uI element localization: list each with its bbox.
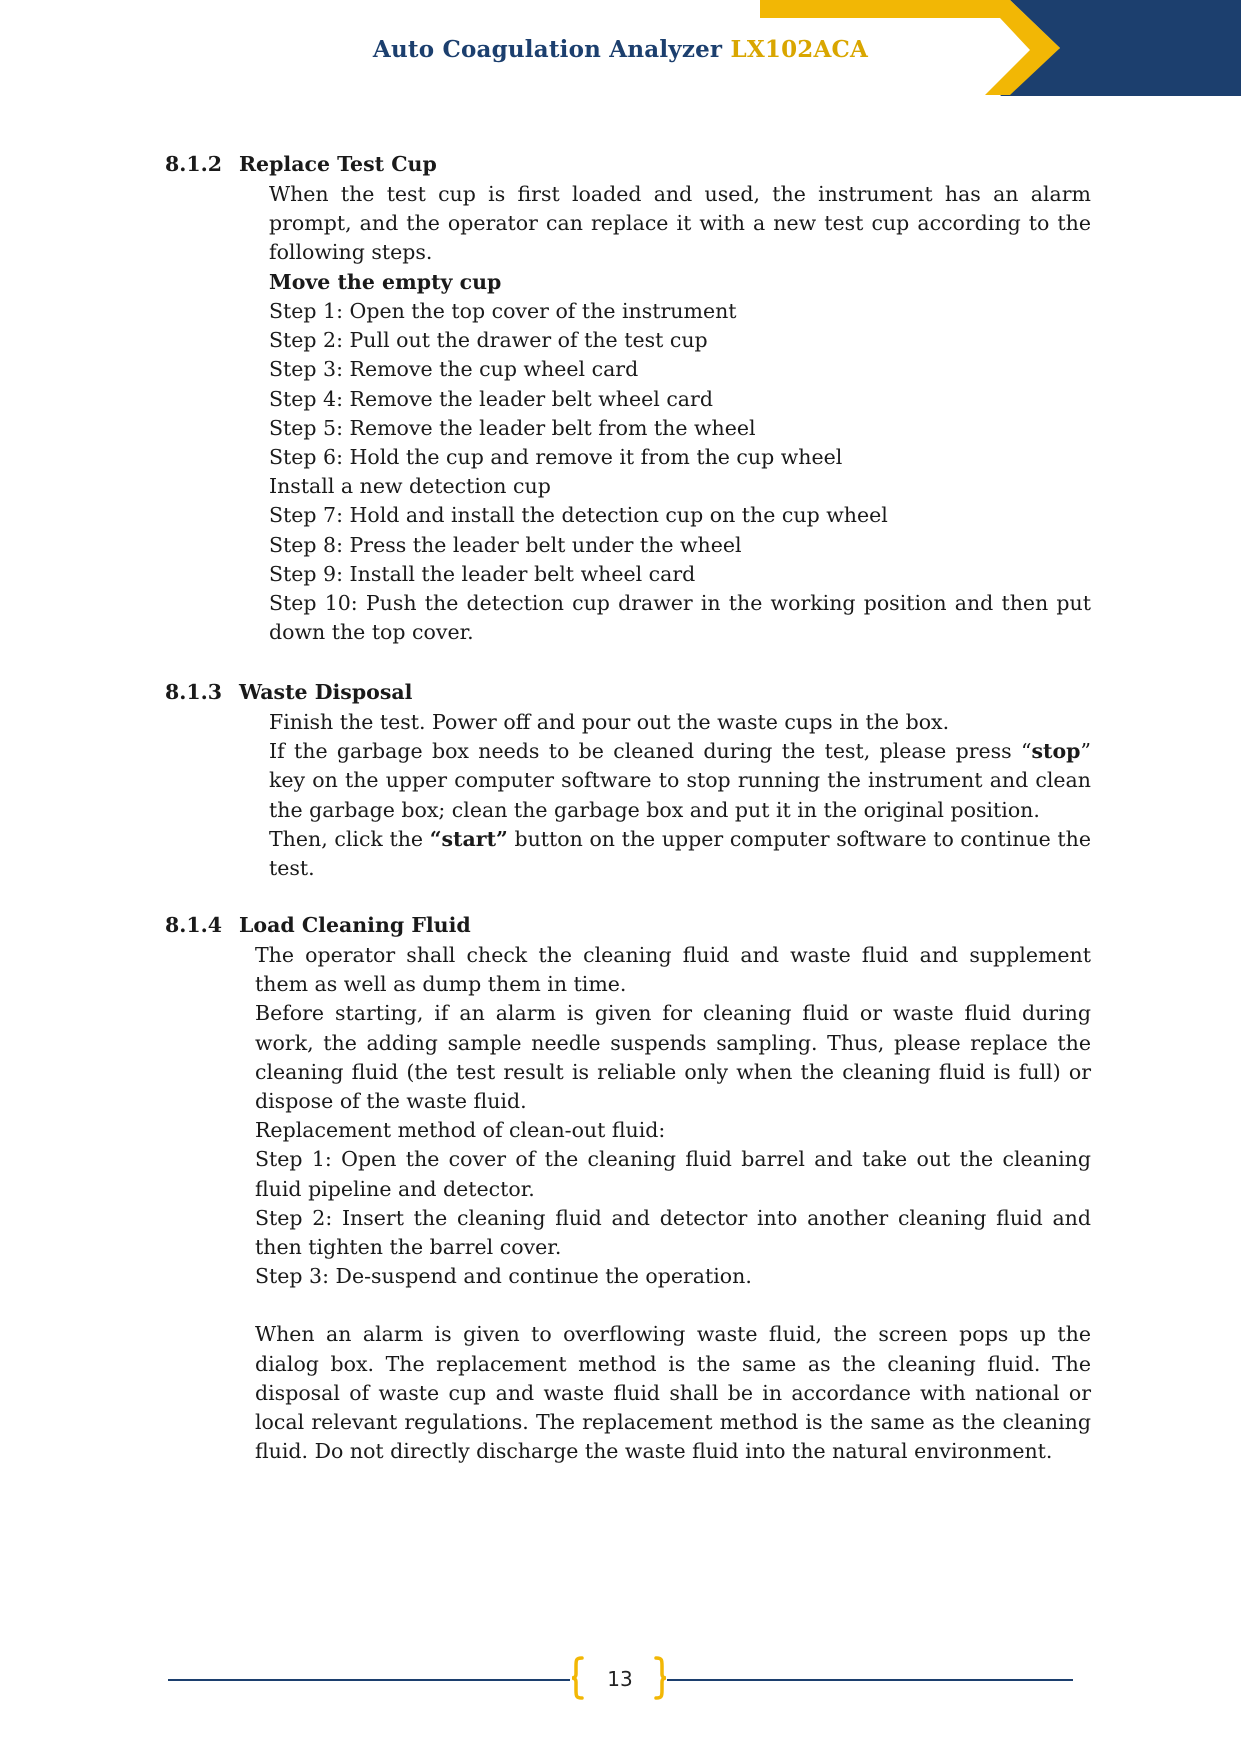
section-number: 8.1.2	[165, 152, 223, 176]
paragraph	[269, 825, 1091, 883]
cleaning-fluid-text	[255, 941, 1091, 1466]
paragraph-spacer	[255, 1291, 1091, 1320]
page-number: 13	[607, 1667, 633, 1691]
step-line: Step 1: Open the top cover of the instrument	[269, 299, 737, 323]
section-number: 8.1.4	[165, 913, 223, 937]
section-heading	[165, 678, 412, 707]
start-button-label: “start”	[429, 826, 508, 851]
paragraph: Finish the test. Power off and pour out the waste cups in the box.	[269, 710, 950, 734]
step-line: Step 5: Remove the leader belt from the wheel	[269, 415, 756, 440]
step-line: Step 6: Hold the cup and remove it from the cup wheel	[269, 445, 843, 470]
footer-rule-right	[667, 1679, 1073, 1681]
step-line: Step 8: Press the leader belt under the wheel	[269, 532, 742, 557]
section-title: Waste Disposal	[239, 680, 413, 704]
paragraph: When an alarm is given to overflowing waste fluid, the screen pops up the dialog box. The replacement method is the same as the cleaning fluid. The disposal of waste cup and waste fluid shall be in accordance with national or local relevant regulations. The replacement method is the same as the cleaning fluid. Do not directly discharge the waste fluid into the natural environment.	[255, 1322, 1091, 1464]
step-line: Install a new detection cup	[269, 474, 551, 499]
paragraph: The operator shall check the cleaning fluid and waste fluid and supplement them as well as dump them in time.	[255, 943, 1091, 997]
step-line: Step 9: Install the leader belt wheel card	[269, 561, 696, 586]
header-corner-decoration	[750, 0, 1241, 96]
section-title: Replace Test Cup	[239, 152, 437, 176]
text-run: Then, click the	[269, 826, 430, 851]
step-line: Step 4: Remove the leader belt wheel card	[269, 386, 713, 411]
footer-rule-left	[168, 1679, 570, 1681]
text-run: button on the upper computer software to continue the test.	[269, 826, 1091, 881]
paragraph: Before starting, if an alarm is given for cleaning fluid or waste fluid during work, the adding sample needle suspends sampling. Thus, please replace the cleaning fluid (the test result is reliable only when the cleaning fluid is full) or dispose of the waste fluid.	[255, 1001, 1091, 1114]
paragraph: Step 1: Open the cover of the cleaning fluid barrel and take out the cleaning fluid pipeline and detector.	[255, 1147, 1091, 1201]
step-line: Step 3: Remove the cup wheel card	[269, 357, 639, 382]
section-number: 8.1.3	[165, 680, 223, 704]
header-model-number: LX102ACA	[730, 36, 869, 63]
paragraph: Step 3: De-suspend and continue the operation.	[255, 1264, 752, 1289]
header-product-name: Auto Coagulation Analyzer	[372, 36, 731, 63]
step-line-10: Step 10: Push the detection cup drawer in the working position and then put down the top cover.	[269, 591, 1091, 645]
section-heading	[165, 150, 437, 179]
step-line: Step 7: Hold and install the detection cup on the cup wheel	[269, 503, 888, 528]
step-line: Step 2: Pull out the drawer of the test cup	[269, 328, 708, 353]
stop-key-label: stop	[1031, 739, 1081, 764]
paragraph	[269, 737, 1091, 825]
section-intro-paragraph: When the test cup is first loaded and used, the instrument has an alarm prompt, and the operator can replace it with a new test cup according to the following steps.	[269, 182, 1091, 265]
text-run: ” key on the upper computer software to stop running the instrument and clean the garbage box; clean the garbage box and put it in the original position.	[269, 739, 1091, 822]
section-title: Load Cleaning Fluid	[239, 913, 471, 937]
section-heading	[165, 911, 471, 940]
text-run: If the garbage box needs to be cleaned during the test, please press “	[269, 739, 1032, 764]
waste-disposal-text	[269, 708, 1091, 883]
subheading-move-empty-cup: Move the empty cup	[269, 270, 502, 294]
footer-left-brace-icon	[570, 1656, 584, 1700]
step-list	[269, 297, 1091, 647]
paragraph: Step 2: Insert the cleaning fluid and detector into another cleaning fluid and then tighten the barrel cover.	[255, 1205, 1091, 1260]
footer-right-brace-icon	[654, 1656, 668, 1700]
paragraph: Replacement method of clean-out fluid:	[255, 1118, 666, 1143]
